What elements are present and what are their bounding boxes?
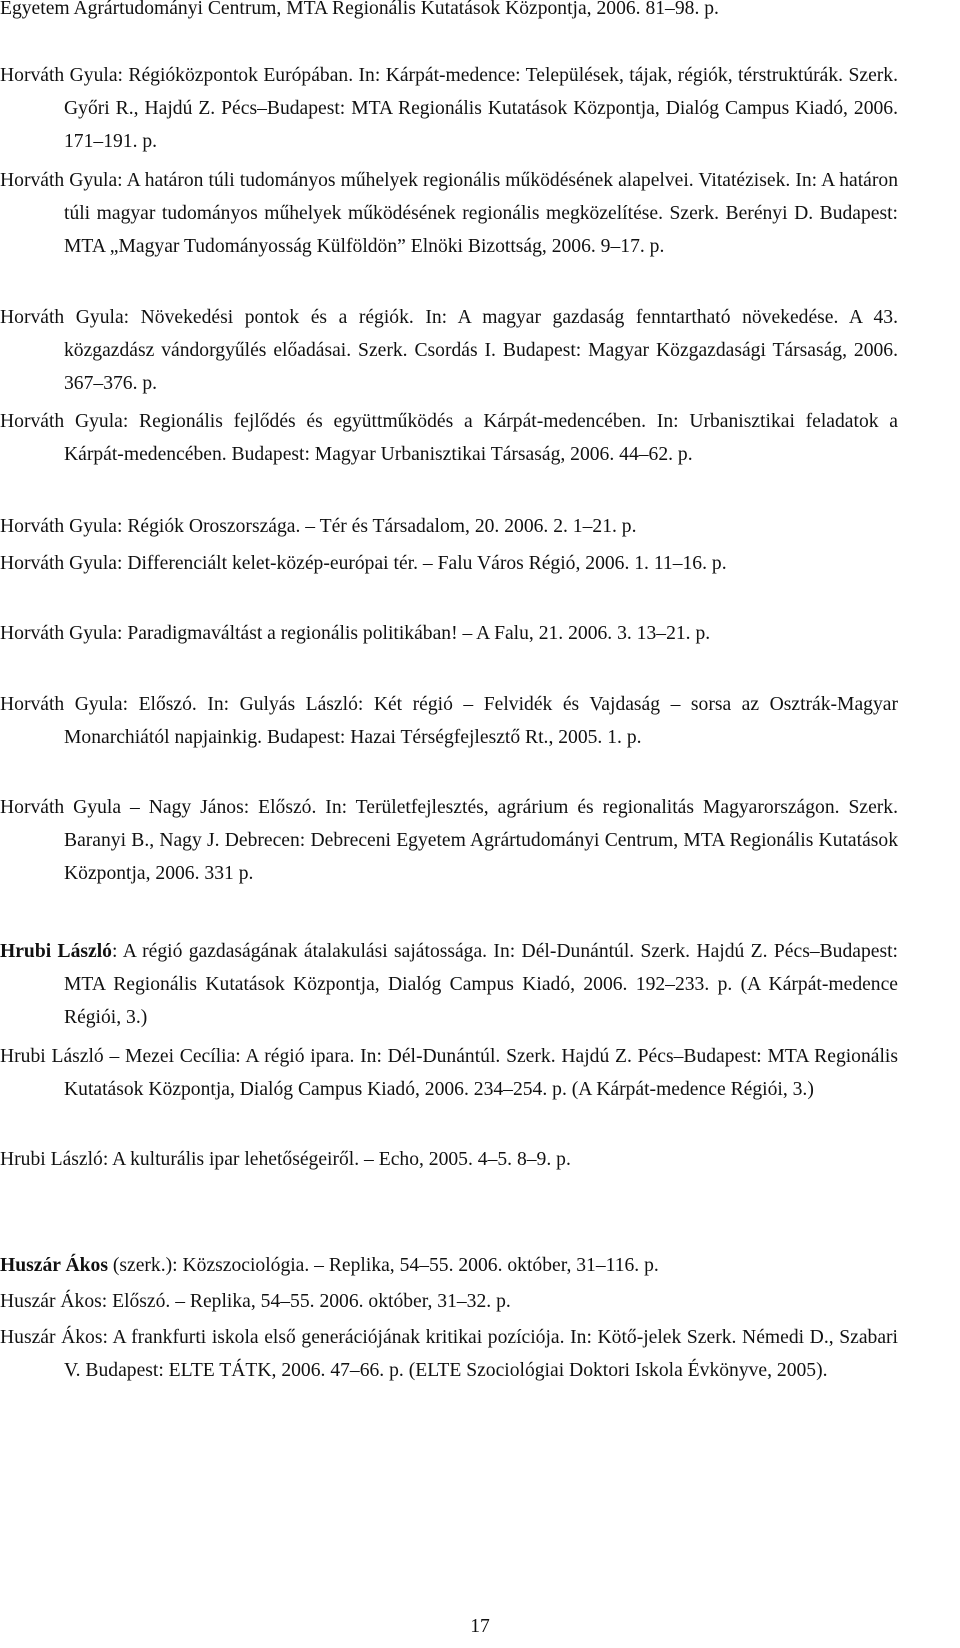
bibliography-entry	[0, 1321, 898, 1387]
page-number: 17	[470, 1616, 490, 1637]
author-name: Hrubi László	[0, 941, 112, 962]
entry-text: Horváth Gyula: A határon túli tudományos műhelyek regionális működésének alapelvei. Vitatézisek. In: A határon túli magyar tudományos műhelyek működésének regionális megközelítése. Szerk. Berényi D. Budapest: MTA „Magyar Tudományosság Külföldön” Elnöki Bizottság, 2006. 9–17. p.	[0, 170, 898, 257]
bibliography-entry	[0, 1249, 898, 1282]
entry-text: Horváth Gyula – Nagy János: Előszó. In: Területfejlesztés, agrárium és regionalitás Magyarországon. Szerk. Baranyi B., Nagy J. Debrecen: Debreceni Egyetem Agrártudományi Centrum, MTA Regionális Kutatások Központja, 2006. 331 p.	[0, 797, 898, 884]
entry-text: Hrubi László: A kulturális ipar lehetőségeiről. – Echo, 2005. 4–5. 8–9. p.	[0, 1149, 571, 1170]
entry-text: (szerk.): Közszociológia. – Replika, 54–55. 2006. október, 31–116. p.	[107, 1255, 659, 1276]
entry-text: Horváth Gyula: Régióközpontok Európában. In: Kárpát-medence: Települések, tájak, régiók, térstruktúrák. Szerk. Győri R., Hajdú Z. Pécs–Budapest: MTA Regionális Kutatások Központja, Dialóg Campus Kiadó, 2006. 171–191. p.	[0, 65, 898, 152]
bibliography-entry	[0, 617, 898, 650]
entry-text: Horváth Gyula: Régiók Oroszországa. – Tér és Társadalom, 20. 2006. 2. 1–21. p.	[0, 516, 637, 537]
entry-text: Horváth Gyula: Előszó. In: Gulyás László: Két régió – Felvidék és Vajdaság – sorsa az Osztrák-Magyar Monarchiától napjainkig. Budapest: Hazai Térségfejlesztő Rt., 2005. 1. p.	[0, 694, 898, 748]
bibliography-entry	[0, 510, 898, 543]
entry-text: Egyetem Agrártudományi Centrum, MTA Regionális Kutatások Központja, 2006. 81–98. p.	[0, 0, 719, 19]
bibliography-entry	[0, 688, 898, 754]
entry-text: Horváth Gyula: Differenciált kelet-közép-európai tér. – Falu Város Régió, 2006. 1. 11–16. p.	[0, 553, 727, 574]
bibliography-entry	[0, 405, 898, 471]
bibliography-entry	[0, 0, 898, 25]
author-name: Huszár Ákos	[0, 1255, 108, 1276]
bibliography-entry	[0, 301, 898, 400]
bibliography-entry	[0, 547, 898, 580]
bibliography-entry	[0, 935, 898, 1034]
bibliography-entry	[0, 1040, 898, 1106]
bibliography-entry	[0, 59, 898, 158]
bibliography-entry	[0, 164, 898, 263]
bibliography-entry	[0, 1285, 898, 1318]
bibliography-entry	[0, 791, 898, 890]
entry-text: Horváth Gyula: Regionális fejlődés és együttműködés a Kárpát-medencében. In: Urbanisztikai feladatok a Kárpát-medencében. Budapest: Magyar Urbanisztikai Társaság, 2006. 44–62. p.	[0, 411, 898, 465]
entry-text: Hrubi László – Mezei Cecília: A régió ipara. In: Dél-Dunántúl. Szerk. Hajdú Z. Pécs–Budapest: MTA Regionális Kutatások Központja, Dialóg Campus Kiadó, 2006. 234–254. p. (A Kárpát-medence Régiói, 3.)	[0, 1046, 898, 1100]
entry-text: Huszár Ákos: Előszó. – Replika, 54–55. 2006. október, 31–32. p.	[0, 1291, 511, 1312]
bibliography-entry	[0, 1143, 898, 1176]
entry-text: : A régió gazdaságának átalakulási sajátossága. In: Dél-Dunántúl. Szerk. Hajdú Z. Pécs–Budapest: MTA Regionális Kutatások Központja, Dialóg Campus Kiadó, 2006. 192–233. p. (A Kárpát-medence Régiói, 3.)	[64, 941, 898, 1028]
entry-text: Huszár Ákos: A frankfurti iskola első generációjának kritikai pozíciója. In: Kötő-jelek Szerk. Némedi D., Szabari V. Budapest: ELTE TÁTK, 2006. 47–66. p. (ELTE Szociológiai Doktori Iskola Évkönyve, 2005).	[0, 1327, 898, 1381]
entry-text: Horváth Gyula: Paradigmaváltást a regionális politikában! – A Falu, 21. 2006. 3. 13–21. p.	[0, 623, 711, 644]
entry-text: Horváth Gyula: Növekedési pontok és a régiók. In: A magyar gazdaság fenntartható növekedése. A 43. közgazdász vándorgyűlés előadásai. Szerk. Csordás I. Budapest: Magyar Közgazdasági Társaság, 2006. 367–376. p.	[0, 307, 898, 394]
